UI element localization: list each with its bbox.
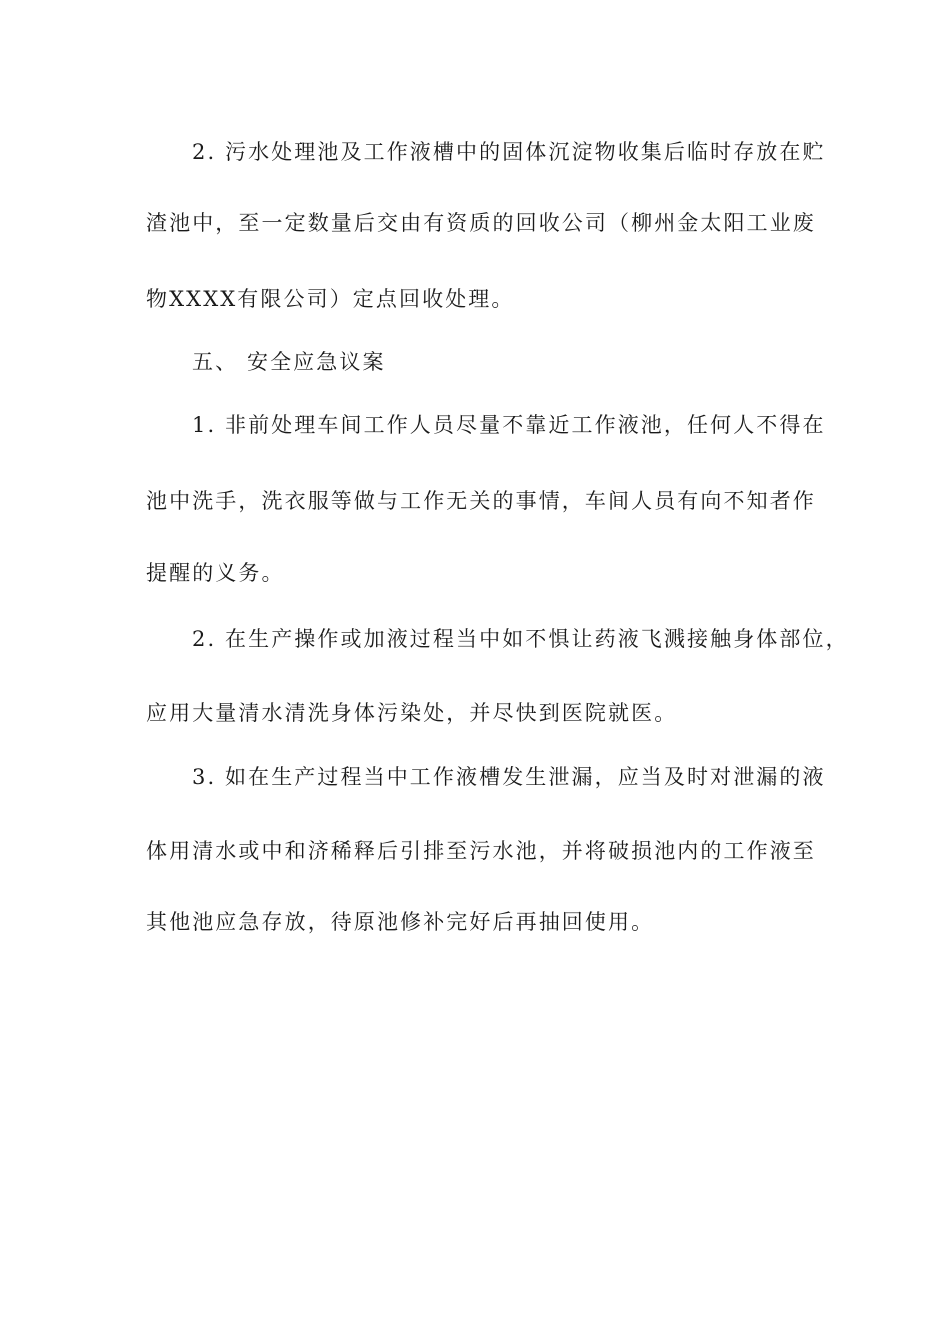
item-1-line-3: 提醒的义务。 [146, 561, 285, 585]
item-2-line-2: 应用大量清水清洗身体污染处，并尽快到医院就医。 [146, 701, 678, 725]
item-3-line-1: 3. 如在生产过程当中工作液槽发生泄漏，应当及时对泄漏的液 [192, 765, 826, 789]
paragraph-2-line-3: 物XXXX有限公司）定点回收处理。 [146, 287, 515, 311]
item-2-line-1: 2. 在生产操作或加液过程当中如不惧让药液飞溅接触身体部位， [192, 627, 849, 651]
item-1-line-2: 池中洗手，洗衣服等做与工作无关的事情，车间人员有向不知者作 [146, 489, 816, 513]
item-1-line-1: 1. 非前处理车间工作人员尽量不靠近工作液池，任何人不得在 [192, 413, 826, 437]
paragraph-2-line-1: 2. 污水处理池及工作液槽中的固体沉淀物收集后临时存放在贮 [192, 140, 826, 164]
paragraph-2-line-2: 渣池中，至一定数量后交由有资质的回收公司（柳州金太阳工业废 [146, 211, 816, 235]
item-3-line-2: 体用清水或中和济稀释后引排至污水池，并将破损池内的工作液至 [146, 839, 816, 863]
item-3-line-3: 其他池应急存放，待原池修补完好后再抽回使用。 [146, 910, 655, 934]
section-heading: 五、 安全应急议案 [192, 350, 386, 374]
